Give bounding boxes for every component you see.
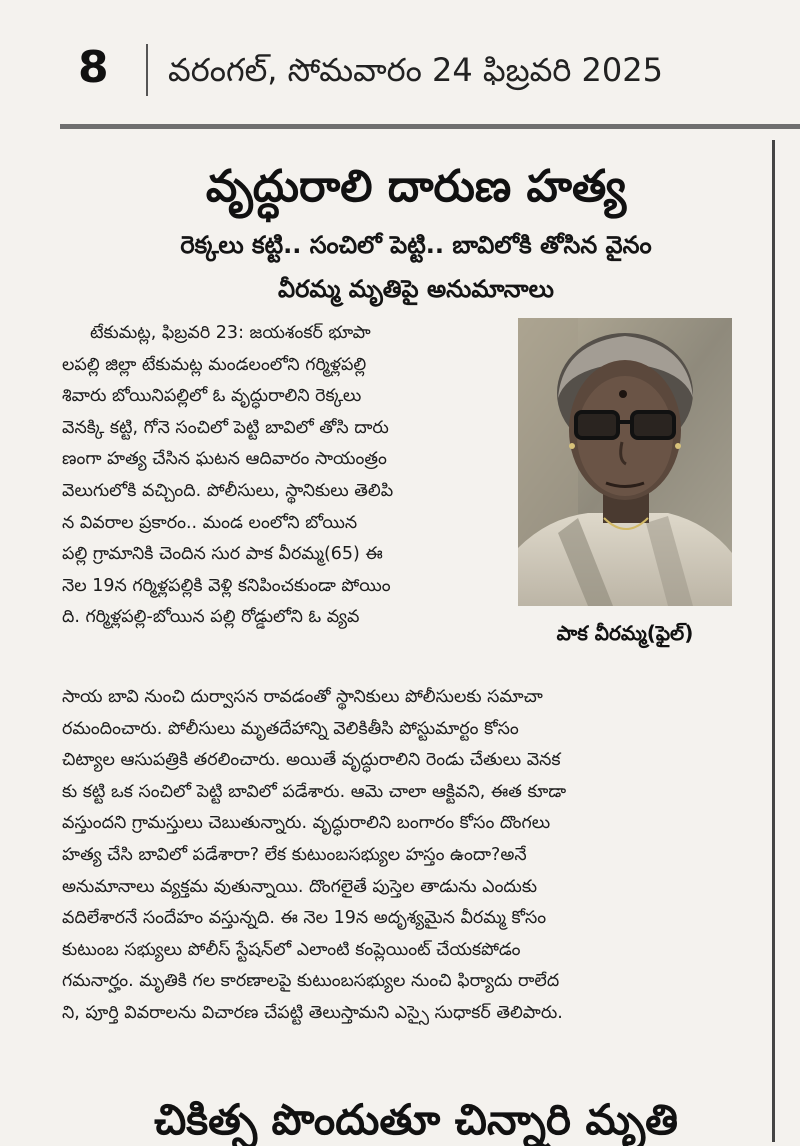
- body-line: లపల్లి జిల్లా టేకుమట్ల మండలంలోని గర్మిళ్లపల్లి: [62, 354, 367, 375]
- page-number: 8: [78, 42, 109, 93]
- body-line: హత్య చేసి బావిలో పడేశారా? లేక కుటుంబసభ్యుల హస్తం ఉందా?అనే: [62, 844, 527, 865]
- body-line: ది. గర్మిళ్లపల్లి-బోయిన పల్లి రోడ్డులోని ఓ వ్యవ: [62, 607, 360, 628]
- body-line: వెనక్కి కట్టి, గోనె సంచిలో పెట్టి బావిలో తోసి దారు: [62, 417, 389, 438]
- portrait-photo: [518, 318, 732, 606]
- photo-caption: పాక వీరమ్మ(ఫైల్): [556, 621, 694, 645]
- body-line: నెల 19న గర్మిళ్లపల్లికి వెళ్లి కనిపించకుండా పోయిం: [62, 575, 391, 596]
- body-line: పల్లి గ్రామానికి చెందిన సుర పాక వీరమ్మ(65) ఈ: [62, 544, 383, 565]
- article-headline: వృద్ధురాలి దారుణ హత్య: [205, 161, 627, 212]
- body-line: ని, పూర్తి వివరాలను విచారణ చేపట్టి తెలుస్తామని ఎస్సై సుధాకర్ తెలిపారు.: [62, 1002, 563, 1023]
- top-rule: [60, 124, 800, 129]
- body-line: వదిలేశారనే సందేహం వస్తున్నది. ఈ నెల 19న అదృశ్యమైన వీరమ్మ కోసం: [62, 908, 547, 929]
- body-line: కు కట్టి ఒక సంచిలో పెట్టి బావిలో పడేశారు. ఆమె చాలా ఆక్టివని, ఈత కూడా: [62, 781, 567, 802]
- body-line: సాయ బావి నుంచి దుర్వాసన రావడంతో స్థానికులు పోలీసులకు సమాచా: [62, 687, 543, 707]
- body-line: అనుమానాలు వ్యక్తమ వుతున్నాయి. దొంగలైతే పుస్తెల తాడును ఎందుకు: [62, 876, 538, 897]
- masthead-divider: [146, 44, 148, 96]
- dateline: వరంగల్, సోమవారం 24 ఫిబ్రవరి 2025: [168, 51, 663, 89]
- body-line: వస్తుందని గ్రామస్తులు చెబుతున్నారు. వృద్ధురాలిని బంగారం కోసం దొంగలు: [62, 813, 551, 834]
- body-line: శివారు బోయినిపల్లిలో ఓ వృద్ధురాలిని రెక్కలు: [62, 386, 362, 407]
- article-body-column: [62, 318, 508, 634]
- body-line: ణంగా హత్య చేసిన ఘటన ఆదివారం సాయంత్రం: [62, 449, 387, 470]
- body-line: రమందించారు. పోలీసులు మృతదేహాన్ని వెలికితీసి పోస్టుమార్టం కోసం: [62, 718, 519, 739]
- body-line: గమనార్హం. మృతికి గల కారణాలపై కుటుంబసభ్యుల నుంచి ఫిర్యాదు రాలేద: [62, 971, 560, 992]
- article-body-full-width: [62, 682, 768, 1030]
- masthead: [0, 0, 800, 100]
- body-line: న వివరాల ప్రకారం.. మండ లంలోని బోయిన: [62, 512, 358, 533]
- column-rule: [772, 140, 775, 1142]
- body-line: వెలుగులోకి వచ్చింది. పోలీసులు, స్థానికులు తెలిపి: [62, 480, 394, 501]
- next-article-headline: చికిత్స పొందుతూ చిన్నారి మృతి: [154, 1095, 678, 1144]
- body-line: చిట్యాల ఆసుపత్రికి తరలించారు. అయితే వృద్ధురాలిని రెండు చేతులు వెనక: [62, 750, 561, 771]
- portrait-illustration: [518, 318, 732, 606]
- body-line: టేకుమట్ల, ఫిబ్రవరి 23: జయశంకర్ భూపా: [90, 323, 371, 343]
- article-subheadline-1: రెక్కలు కట్టి.. సంచిలో పెట్టి.. బావిలోకి తోసిన వైనం: [180, 231, 652, 259]
- article-subheadline-2: వీరమ్మ మృతిపై అనుమానాలు: [278, 275, 554, 303]
- body-line: కుటుంబ సభ్యులు పోలీస్ స్టేషన్‌లో ఎలాంటి కంప్లెయింట్ చేయకపోడం: [62, 939, 521, 960]
